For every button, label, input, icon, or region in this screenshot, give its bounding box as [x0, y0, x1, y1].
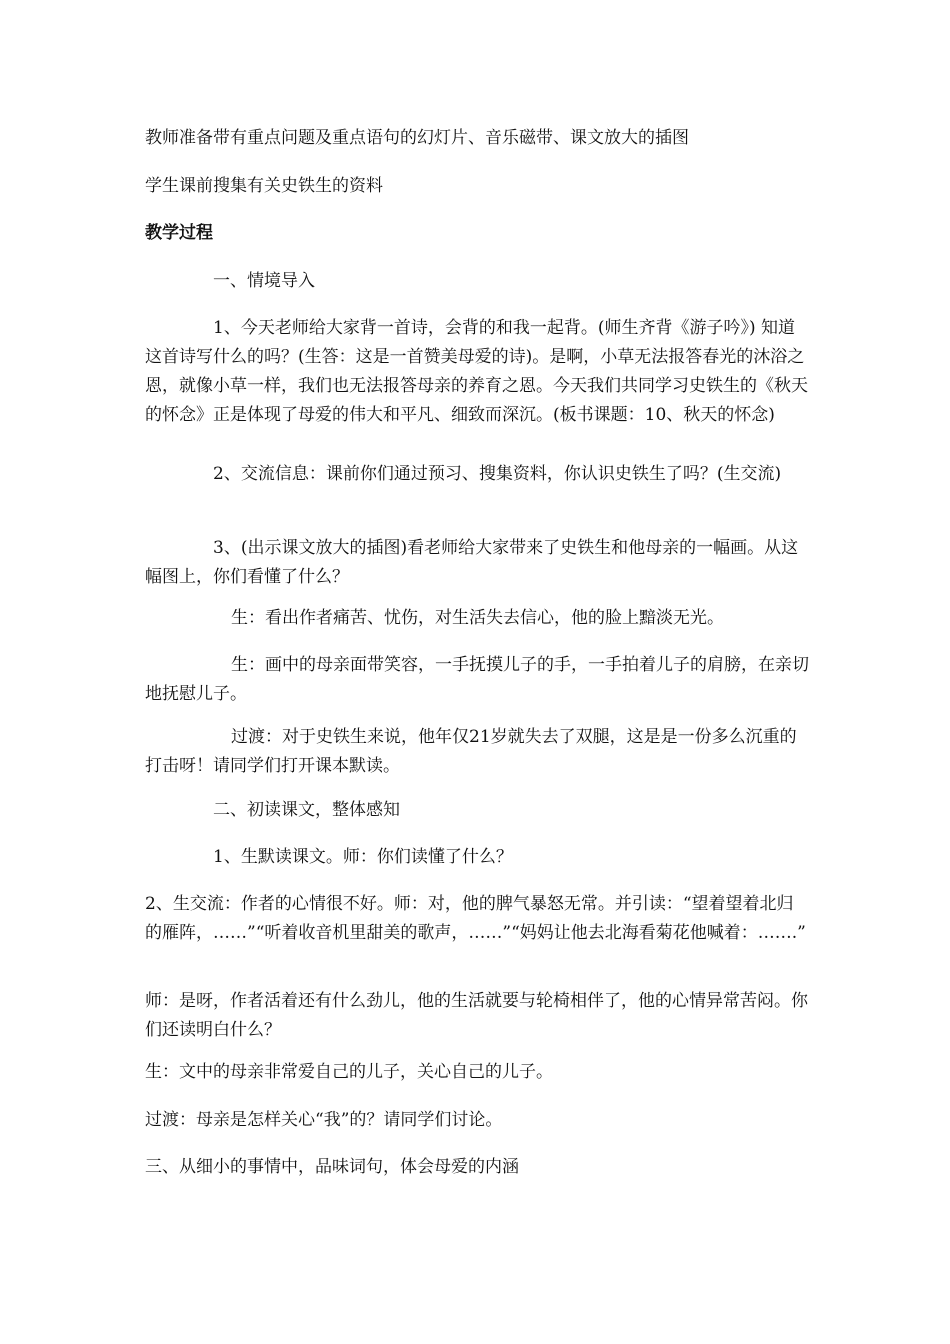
paragraph-student-answer-2: 生：画中的母亲面带笑容，一手抚摸儿子的手，一手拍着儿子的肩膀，在亲切地抚慰儿子。 — [145, 655, 809, 704]
paragraph-read-silently: 1、生默读课文。师：你们读懂了什么？ — [213, 847, 513, 867]
paragraph-step-2: 2、交流信息：课前你们通过预习、搜集资料，你认识史铁生了吗？(生交流) — [213, 464, 782, 484]
paragraph-student-answer-3: 生：文中的母亲非常爱自己的儿子，关心自己的儿子。 — [145, 1062, 553, 1082]
paragraph-materials-student: 学生课前搜集有关史铁生的资料 — [145, 176, 383, 196]
paragraph-student-exchange: 2、生交流：作者的心情很不好。师：对，他的脾气暴怒无常。并引读：“望着望着北归的雁阵，……”“听着收音机里甜美的歌声，……”“妈妈让他去北海看菊花他喊着：…….” — [145, 894, 806, 943]
paragraph-step-3: 3、(出示课文放大的插图)看老师给大家带来了史铁生和他母亲的一幅画。从这幅图上，你们看懂了什么？ — [145, 538, 799, 587]
heading-teaching-process: 教学过程 — [145, 223, 213, 243]
paragraph-student-answer-1: 生：看出作者痛苦、忧伤，对生活失去信心，他的脸上黯淡无光。 — [231, 608, 724, 628]
heading-section-2: 二、初读课文，整体感知 — [213, 800, 400, 820]
paragraph-step-1: 1、今天老师给大家背一首诗，会背的和我一起背。(师生齐背《游子吟》) 知道这首诗写什么的吗？(生答：这是一首赞美母爱的诗)。是啊，小草无法报答春光的沐浴之恩，就像小草一样，我们也无法报答母亲的养育之恩。今天我们共同学习史铁生的《秋天的怀念》正是体现了母爱的伟大和平凡、细致而深沉。(板书课题：10、秋天的怀念) — [145, 318, 808, 425]
heading-section-1: 一、情境导入 — [213, 271, 315, 291]
paragraph-transition-2: 过渡：母亲是怎样关心“我”的？请同学们讨论。 — [145, 1110, 503, 1130]
paragraph-teacher-remark: 师：是呀，作者活着还有什么劲儿，他的生活就要与轮椅相伴了，他的心情异常苦闷。你们还读明白什么？ — [145, 991, 808, 1040]
heading-section-3: 三、从细小的事情中，品味词句，体会母爱的内涵 — [145, 1157, 519, 1177]
paragraph-materials-teacher: 教师准备带有重点问题及重点语句的幻灯片、音乐磁带、课文放大的插图 — [145, 128, 689, 148]
paragraph-transition-1: 过渡：对于史铁生来说，他年仅21岁就失去了双腿，这是是一份多么沉重的打击呀！请同学们打开课本默读。 — [145, 727, 797, 776]
